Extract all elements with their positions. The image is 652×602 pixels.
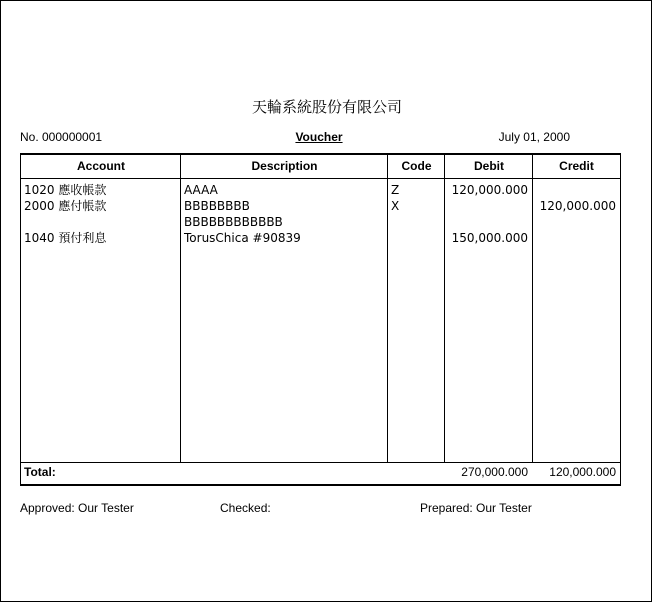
voucher-number: No. 000000001 bbox=[20, 130, 103, 144]
row-description: TorusChica #90839 bbox=[184, 231, 301, 245]
row-code: Z bbox=[391, 183, 400, 197]
row-debit: 150,000.000 bbox=[451, 231, 528, 245]
checked-signature: Checked: bbox=[220, 501, 271, 515]
header-credit: Credit bbox=[533, 155, 620, 179]
row-credit bbox=[533, 230, 616, 246]
row-account: 1040 預付利息 bbox=[24, 231, 107, 245]
row-account: 1020 應收帳款 bbox=[24, 183, 107, 197]
total-debit: 270,000.000 bbox=[461, 465, 528, 479]
row-account: 2000 應付帳款 bbox=[24, 199, 107, 213]
row-credit bbox=[533, 182, 616, 198]
column-divider bbox=[180, 155, 181, 462]
row-debit bbox=[445, 214, 528, 230]
approved-signature: Approved: Our Tester bbox=[20, 501, 134, 515]
voucher-date: July 01, 2000 bbox=[498, 130, 570, 144]
row-description: AAAA bbox=[184, 183, 218, 197]
total-divider bbox=[21, 462, 620, 463]
total-label: Total: bbox=[24, 465, 56, 479]
voucher-table bbox=[20, 153, 621, 486]
header-code: Code bbox=[388, 155, 445, 179]
prepared-signature: Prepared: Our Tester bbox=[420, 501, 532, 515]
row-debit bbox=[445, 198, 528, 214]
total-credit: 120,000.000 bbox=[549, 465, 616, 479]
header-description: Description bbox=[181, 155, 388, 179]
company-name: 天輪系統股份有限公司 bbox=[251, 98, 402, 116]
row-description: BBBBBBBB bbox=[184, 199, 250, 213]
row-credit bbox=[533, 214, 616, 230]
header-account: Account bbox=[21, 155, 181, 179]
voucher-title: Voucher bbox=[295, 130, 343, 144]
row-code: X bbox=[391, 199, 400, 213]
row-credit: 120,000.000 bbox=[539, 199, 616, 213]
header-debit: Debit bbox=[445, 155, 533, 179]
row-description: BBBBBBBBBBBB bbox=[184, 215, 283, 229]
row-debit: 120,000.000 bbox=[451, 183, 528, 197]
column-divider bbox=[387, 155, 388, 462]
